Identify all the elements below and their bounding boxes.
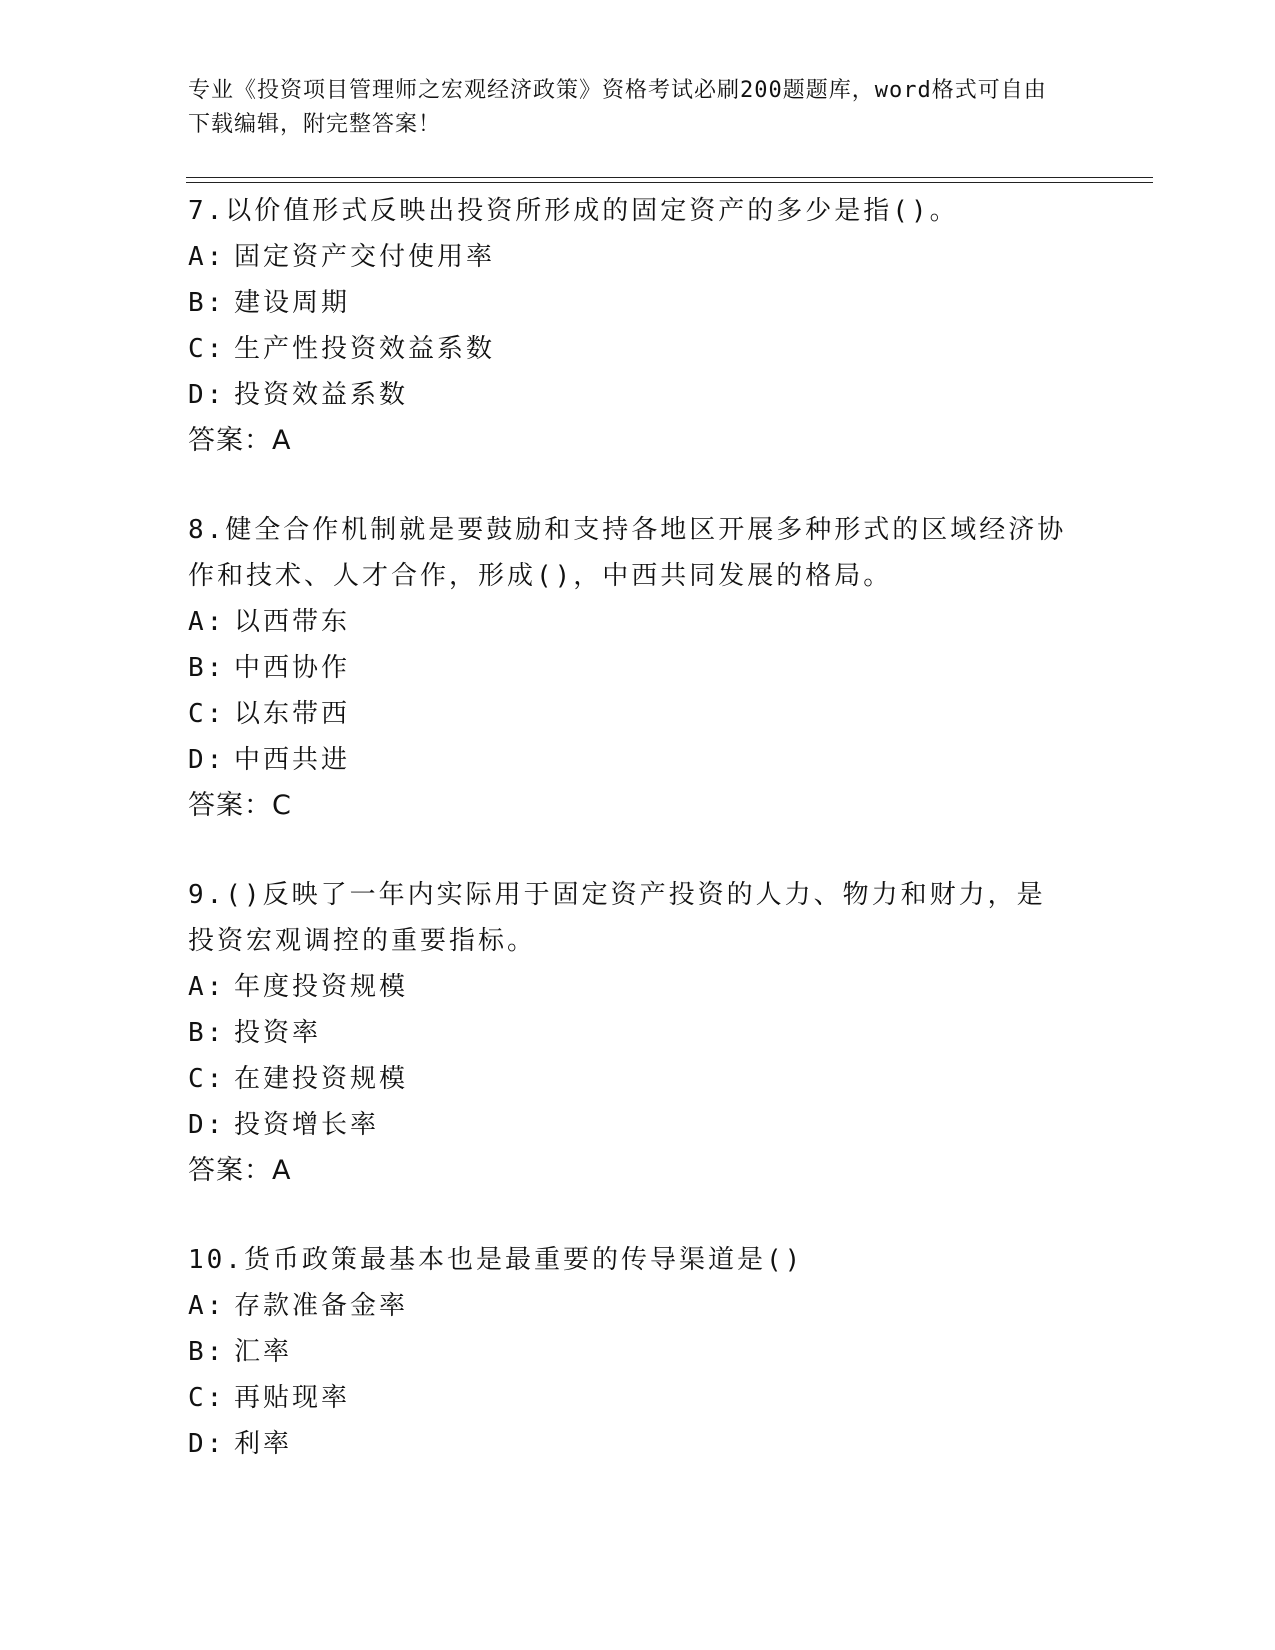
option-letter: D: bbox=[188, 745, 226, 775]
option-text: 中西共进 bbox=[234, 745, 351, 775]
option-d bbox=[188, 372, 1068, 418]
option-letter: C: bbox=[188, 334, 226, 364]
option-letter: A: bbox=[188, 242, 226, 272]
option-letter: D: bbox=[188, 380, 226, 410]
answer-line: 答案：A bbox=[188, 1155, 292, 1186]
option-letter: A: bbox=[188, 972, 226, 1002]
option-c bbox=[188, 1375, 1068, 1421]
question-stem: 7.以价值形式反映出投资所形成的固定资产的多少是指()。 bbox=[188, 196, 959, 226]
option-text: 年度投资规模 bbox=[234, 972, 409, 1002]
question-8 bbox=[188, 507, 1068, 829]
option-b bbox=[188, 645, 1068, 691]
option-a bbox=[188, 599, 1068, 645]
question-7 bbox=[188, 188, 1068, 464]
option-text: 中西协作 bbox=[234, 653, 351, 683]
option-letter: C: bbox=[188, 1383, 226, 1413]
option-letter: B: bbox=[188, 1337, 226, 1367]
option-a bbox=[188, 234, 1068, 280]
option-letter: B: bbox=[188, 1018, 226, 1048]
option-b bbox=[188, 1010, 1068, 1056]
question-stem: 10.货币政策最基本也是最重要的传导渠道是() bbox=[188, 1245, 804, 1275]
option-b bbox=[188, 1329, 1068, 1375]
option-d bbox=[188, 737, 1068, 783]
option-text: 以东带西 bbox=[234, 699, 351, 729]
option-letter: A: bbox=[188, 607, 226, 637]
option-text: 以西带东 bbox=[234, 607, 351, 637]
option-text: 汇率 bbox=[234, 1337, 293, 1367]
question-10 bbox=[188, 1237, 1068, 1467]
option-letter: B: bbox=[188, 653, 226, 683]
option-letter: A: bbox=[188, 1291, 226, 1321]
option-text: 投资效益系数 bbox=[234, 380, 409, 410]
option-c bbox=[188, 691, 1068, 737]
header-divider-bottom bbox=[186, 182, 1153, 183]
header-divider-top bbox=[186, 177, 1153, 178]
option-text: 建设周期 bbox=[234, 288, 351, 318]
option-a bbox=[188, 964, 1068, 1010]
option-d bbox=[188, 1102, 1068, 1148]
option-text: 再贴现率 bbox=[234, 1383, 351, 1413]
option-c bbox=[188, 326, 1068, 372]
option-letter: B: bbox=[188, 288, 226, 318]
option-letter: C: bbox=[188, 699, 226, 729]
option-c bbox=[188, 1056, 1068, 1102]
option-text: 存款准备金率 bbox=[234, 1291, 409, 1321]
question-stem: 9.()反映了一年内实际用于固定资产投资的人力、物力和财力，是投资宏观调控的重要指标。 bbox=[188, 880, 1046, 956]
option-text: 固定资产交付使用率 bbox=[234, 242, 496, 272]
option-text: 投资率 bbox=[234, 1018, 322, 1048]
option-text: 生产性投资效益系数 bbox=[234, 334, 496, 364]
answer-line: 答案：C bbox=[188, 790, 292, 821]
option-text: 投资增长率 bbox=[234, 1110, 380, 1140]
option-b bbox=[188, 280, 1068, 326]
question-stem: 8.健全合作机制就是要鼓励和支持各地区开展多种形式的区域经济协作和技术、人才合作，形成()，中西共同发展的格局。 bbox=[188, 515, 1067, 591]
question-9 bbox=[188, 872, 1068, 1194]
option-text: 利率 bbox=[234, 1429, 293, 1459]
document-header: 专业《投资项目管理师之宏观经济政策》资格考试必刷200题题库，word格式可自由下载编辑，附完整答案！ bbox=[188, 78, 1047, 137]
option-letter: D: bbox=[188, 1429, 226, 1459]
option-letter: C: bbox=[188, 1064, 226, 1094]
option-d bbox=[188, 1421, 1068, 1467]
option-letter: D: bbox=[188, 1110, 226, 1140]
option-text: 在建投资规模 bbox=[234, 1064, 409, 1094]
answer-line: 答案：A bbox=[188, 425, 292, 456]
option-a bbox=[188, 1283, 1068, 1329]
